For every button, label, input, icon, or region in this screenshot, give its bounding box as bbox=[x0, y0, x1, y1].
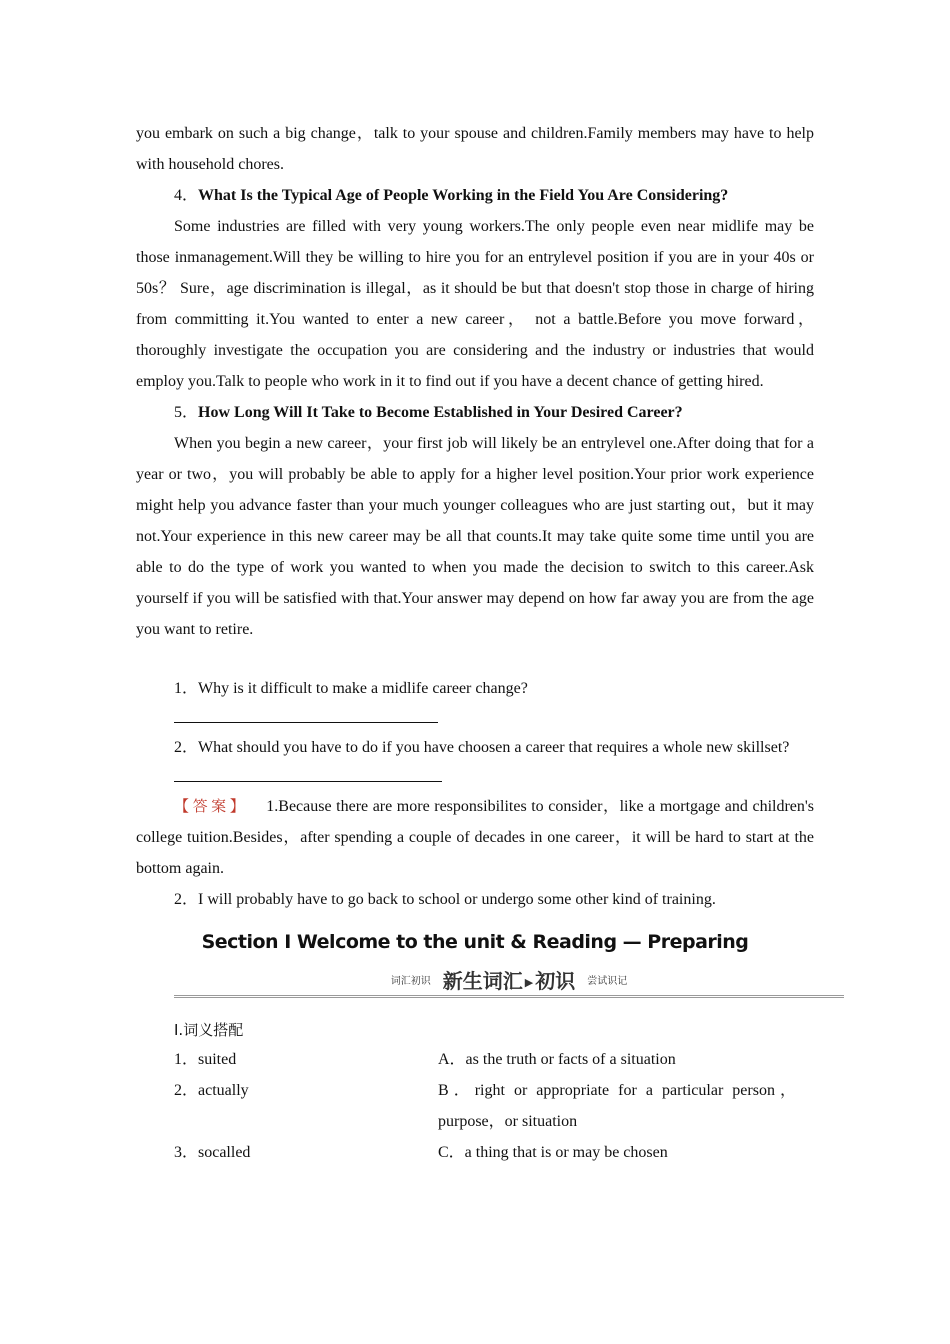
paragraph-top: you embark on such a big change，talk to your spouse and children.Family members may have to help with household chores. bbox=[136, 125, 814, 173]
matching-row bbox=[136, 1044, 814, 1075]
matching-word: 2．actually bbox=[174, 1082, 249, 1099]
banner-title bbox=[443, 969, 575, 993]
answer-blank-1[interactable] bbox=[174, 704, 438, 723]
answer-blank-2[interactable] bbox=[174, 763, 442, 782]
vocab-banner bbox=[174, 965, 844, 998]
answer-2: 2．I will probably have to go back to school or undergo some other kind of training. bbox=[174, 891, 716, 908]
document-page bbox=[136, 118, 814, 1168]
question-2: 2．What should you have to do if you have choosen a career that requires a whole new skillset? bbox=[174, 739, 790, 756]
heading-4 bbox=[136, 180, 814, 211]
section-title: Section Ⅰ Welcome to the unit & Reading — Preparing bbox=[201, 931, 749, 953]
arrow-circle-icon: ▶ bbox=[524, 976, 534, 989]
matching-row bbox=[136, 1075, 814, 1137]
matching-definition: B．right or appropriate for a particular person，purpose，or situation bbox=[438, 1082, 796, 1130]
matching-definition: C．a thing that is or may be chosen bbox=[438, 1144, 668, 1161]
banner-left-label: 词汇初识 bbox=[390, 976, 431, 987]
heading-5 bbox=[136, 397, 814, 428]
heading-4-number: 4． bbox=[174, 187, 199, 204]
answer-1-text: 1.Because there are more responsibilites to consider，like a mortgage and children's college tuition.Besides，after spending a couple of decades in one career，it will be hard to start at the bottom again. bbox=[136, 798, 814, 877]
answer-tag: 【答案】 bbox=[174, 797, 249, 815]
spacer bbox=[136, 645, 814, 673]
banner-title-left: 新生词汇 bbox=[442, 969, 523, 993]
matching-word: 1．suited bbox=[174, 1051, 237, 1068]
paragraph-5: When you begin a new career，your first job will likely be an entrylevel one.After doing that for a year or two，you will probably be able to apply for a higher level position.Your prior work experience might help you advance faster than your much younger colleagues who are just starting out，but it may not.Your experience in this new career may be all that counts.It may take quite some time until you are able to do the type of work you wanted to when you made the decision to switch to this career.Ask yourself if you will be satisfied with that.Your answer may depend on how far away you are from the age you want to retire. bbox=[136, 435, 814, 638]
paragraph-4: Some industries are filled with very young workers.The only people even near midlife may be those inmanagement.Will they be willing to hire you for an entrylevel position if you are in your 40s or 50s？ Sure，age discrimination is illegal，as it should be but that doesn't stop those in charge of hiring from committing it.You wanted to enter a new career， not a battle.Before you move forward，thoroughly investigate the occupation you are considering and the industry or industries that would employ you.Talk to people who work in it to find out if you have a decent chance of getting hired. bbox=[136, 218, 814, 390]
answer-1 bbox=[136, 791, 814, 884]
matching-word: 3．socalled bbox=[174, 1144, 251, 1161]
heading-5-text: How Long Will It Take to Become Established in Your Desired Career? bbox=[198, 404, 683, 421]
heading-5-number: 5． bbox=[174, 404, 199, 421]
matching-row bbox=[136, 1137, 814, 1168]
matching-definition: A．as the truth or facts of a situation bbox=[438, 1051, 676, 1068]
banner-right-label: 尝试识记 bbox=[587, 976, 628, 987]
heading-4-text: What Is the Typical Age of People Working in the Field You Are Considering? bbox=[198, 187, 729, 204]
question-1: 1．Why is it difficult to make a midlife career change? bbox=[174, 680, 528, 697]
vocab-heading: Ⅰ.词义搭配 bbox=[174, 1021, 244, 1039]
banner-title-right: 初识 bbox=[535, 969, 576, 993]
